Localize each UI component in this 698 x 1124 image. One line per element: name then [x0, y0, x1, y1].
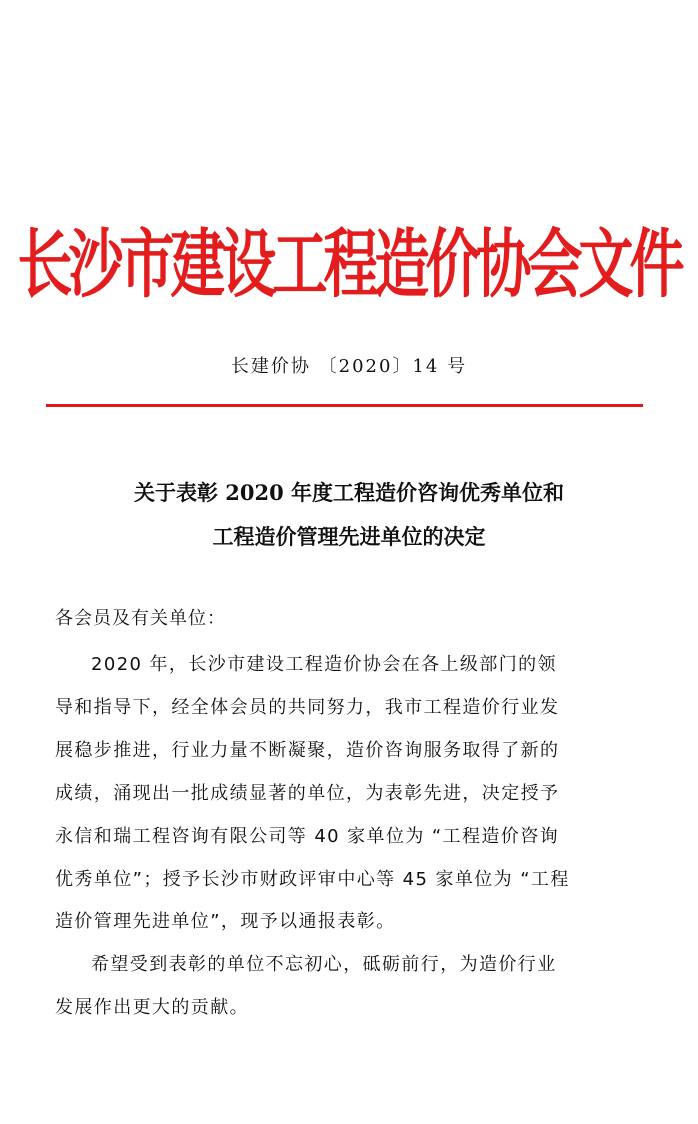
- body-line: 发展作出更大的贡献。: [55, 997, 249, 1018]
- subject-title-line-2: 工程造价管理先进单位的决定: [212, 524, 486, 549]
- body-line: 成绩，涌现出一批成绩显著的单位，为表彰先进，决定授予: [55, 783, 560, 804]
- body-line: 优秀单位”；授予长沙市财政评审中心等 45 家单位为 “工程: [55, 869, 570, 890]
- subject-title-line-1: 关于表彰 2020 年度工程造价咨询优秀单位和: [133, 480, 565, 505]
- body-line: 展稳步推进，行业力量不断凝聚，造价咨询服务取得了新的: [55, 740, 560, 761]
- body-line: 2020 年，长沙市建设工程造价协会在各上级部门的领: [91, 654, 557, 675]
- body-line: 希望受到表彰的单位不忘初心，砥砺前行，为造价行业: [91, 954, 557, 975]
- body-line: 造价管理先进单位”，现予以通报表彰。: [55, 911, 396, 932]
- body-line: 永信和瑞工程咨询有限公司等 40 家单位为 “工程造价咨询: [55, 826, 559, 847]
- org-header-title: 长沙市建设工程造价协会文件: [17, 221, 681, 308]
- document-number: 长建价协 〔2020〕14 号: [230, 356, 468, 377]
- red-divider-rule: [46, 404, 643, 407]
- salutation: 各会员及有关单位：: [55, 608, 226, 629]
- body-line: 导和指导下，经全体会员的共同努力，我市工程造价行业发: [55, 697, 560, 718]
